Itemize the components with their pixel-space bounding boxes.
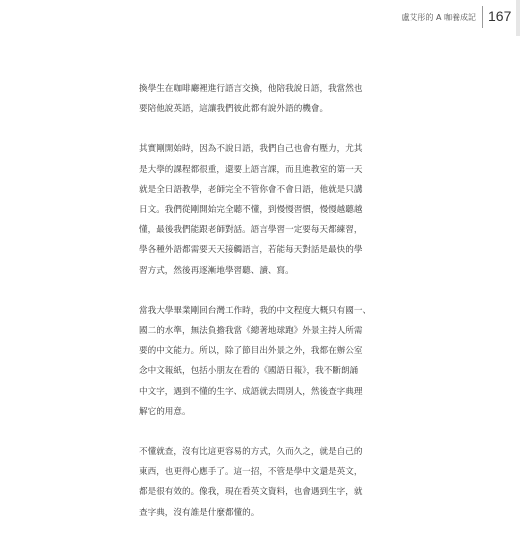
text-line: 當我大學畢業剛回台灣工作時，我的中文程度大概只有國一、 [139, 305, 372, 316]
text-line: 習方式，然後再逐漸地學習聽、讀、寫。 [139, 265, 294, 276]
page-header [358, 0, 520, 36]
text-line: 念中文報紙，包括小朋友在看的《國語日報》，我不斷朗誦 [139, 366, 359, 377]
corner-tab [516, 0, 520, 36]
text-line: 要陪他說英語，這讓我們彼此都有說外語的機會。 [139, 104, 329, 115]
text-line: 東西，也更得心應手了。這一招，不管是學中文還是英文， [139, 467, 363, 478]
text-line: 國二的水準，無法負擔我當《總著地球跑》外景主持人所需 [139, 326, 363, 337]
text-line: 都是很有效的。像我，現在看英文資料，也會遇到生字，就 [139, 487, 363, 498]
paragraph-1 [139, 79, 381, 119]
header-divider [482, 6, 483, 28]
text-line: 就是全日語教學，老師完全不管你會不會日語，他就是只講 [139, 184, 363, 195]
paragraph-3 [139, 301, 381, 422]
text-line: 要的中文能力。所以，除了節目出外景之外，我都在辦公室 [139, 346, 363, 357]
text-line: 不懂就查，沒有比這更容易的方式，久而久之，就是自己的 [139, 447, 363, 458]
text-line: 是大學的課程都很重，還要上語言課，而且進教室的第一天 [139, 164, 363, 175]
body-text [139, 79, 381, 543]
paragraph-2 [139, 139, 381, 280]
text-line: 查字典，沒有誰是什麼都懂的。 [139, 507, 260, 518]
text-line: 日文。我們從剛開始完全聽不懂，到慢慢習慣，慢慢越聽越 [139, 205, 363, 216]
paragraph-4 [139, 442, 381, 523]
text-line: 學各種外語都需要天天接觸語言，若能每天對話是最快的學 [139, 245, 363, 256]
text-line: 換學生在咖啡廳裡進行語言交換，他陪我說日語，我當然也 [139, 84, 363, 94]
text-line: 其實剛開始時，因為不說日語，我們自己也會有壓力，尤其 [139, 144, 363, 155]
text-line: 中文字，遇到不懂的生字、成語就去問別人，然後查字典理 [139, 386, 363, 397]
text-line: 解它的用意。 [139, 406, 191, 417]
text-line: 懂，最後我們能跟老師對話。語言學習一定要每天都練習， [139, 225, 363, 236]
running-header-title: 盧艾彤的 A 咖養成記 [401, 13, 476, 22]
page-number: 167 [488, 8, 512, 24]
